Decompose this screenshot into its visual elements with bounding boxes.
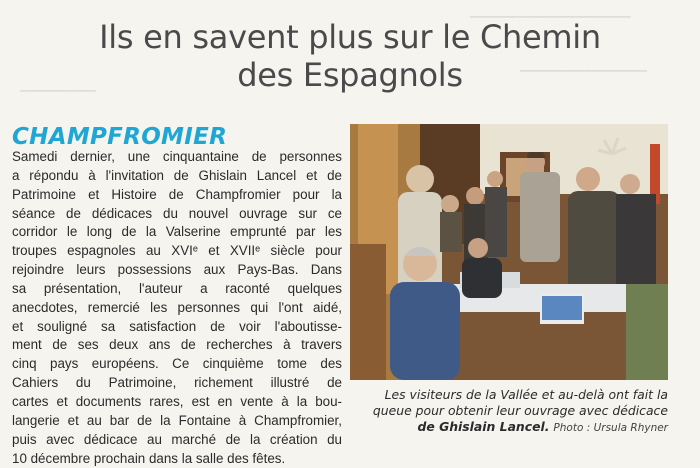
body-line: ment de ses deux ans de recherches à travers <box>12 336 342 355</box>
event-photo-illustration <box>350 124 668 380</box>
article-headline <box>0 18 700 94</box>
body-line: langerie et au bar de la Fontaine à Champfromier, <box>12 412 342 431</box>
body-line: séance de dédicaces du nouvel ouvrage sur ce <box>12 205 342 224</box>
body-line: corridor le long de la Valserine emprunté par les <box>12 223 342 242</box>
headline-line-1: Ils en savent plus sur le Chemin <box>0 18 700 56</box>
headline-line-2: des Espagnols <box>0 56 700 94</box>
caption-author-name: de Ghislain Lancel. <box>417 419 549 434</box>
location-kicker: CHAMPFROMIER <box>12 124 227 150</box>
article-body <box>12 148 342 468</box>
body-line: cinq pays européens. Ce cinquième tome des <box>12 355 342 374</box>
photo-credit: Photo : Ursula Rhyner <box>553 422 668 434</box>
body-line: sa présentation, l'auteur a raconté quelques <box>12 280 342 299</box>
body-line: Patrimoine et Histoire de Champfromier pour la <box>12 186 342 205</box>
caption-line-2: queue pour obtenir leur ouvrage avec dédicace <box>350 403 668 419</box>
bleed-through-texture: ▁▁▁▁▁▁▁▁▁ <box>20 80 96 93</box>
body-line: troupes espagnoles au XVIᵉ et XVIIᵉ siècle pour <box>12 242 342 261</box>
caption-line-1: Les visiteurs de la Vallée et au-delà ont fait la <box>350 387 668 403</box>
caption-line-3 <box>350 419 668 436</box>
body-line: et souligné sa satisfaction de voir l'aboutisse- <box>12 318 342 337</box>
body-line: rejoindre leurs possessions aux Pays-Bas. Dans <box>12 261 342 280</box>
body-line: a répondu à l'invitation de Ghislain Lancel et de <box>12 167 342 186</box>
body-line: Cahiers du Patrimoine, richement illustré de <box>12 374 342 393</box>
photo-caption <box>350 387 668 436</box>
body-line: cartes et documents rares, est en vente à la bou- <box>12 393 342 412</box>
bleed-through-texture: ▁▁▁▁▁▁▁▁▁▁▁▁▁▁▁ <box>520 60 647 73</box>
event-photo <box>350 124 668 380</box>
body-line: 10 décembre prochain dans la salle des fêtes. <box>12 450 342 468</box>
bleed-through-texture: ▁▁▁▁▁▁▁▁▁▁▁▁▁▁▁▁▁▁▁ <box>470 6 631 19</box>
body-line: Samedi dernier, une cinquantaine de personnes <box>12 148 342 167</box>
body-line: anecdotes, remercié les personnes qui l'ont aidé, <box>12 299 342 318</box>
body-line: puis avec dédicace au marché de la création du <box>12 431 342 450</box>
